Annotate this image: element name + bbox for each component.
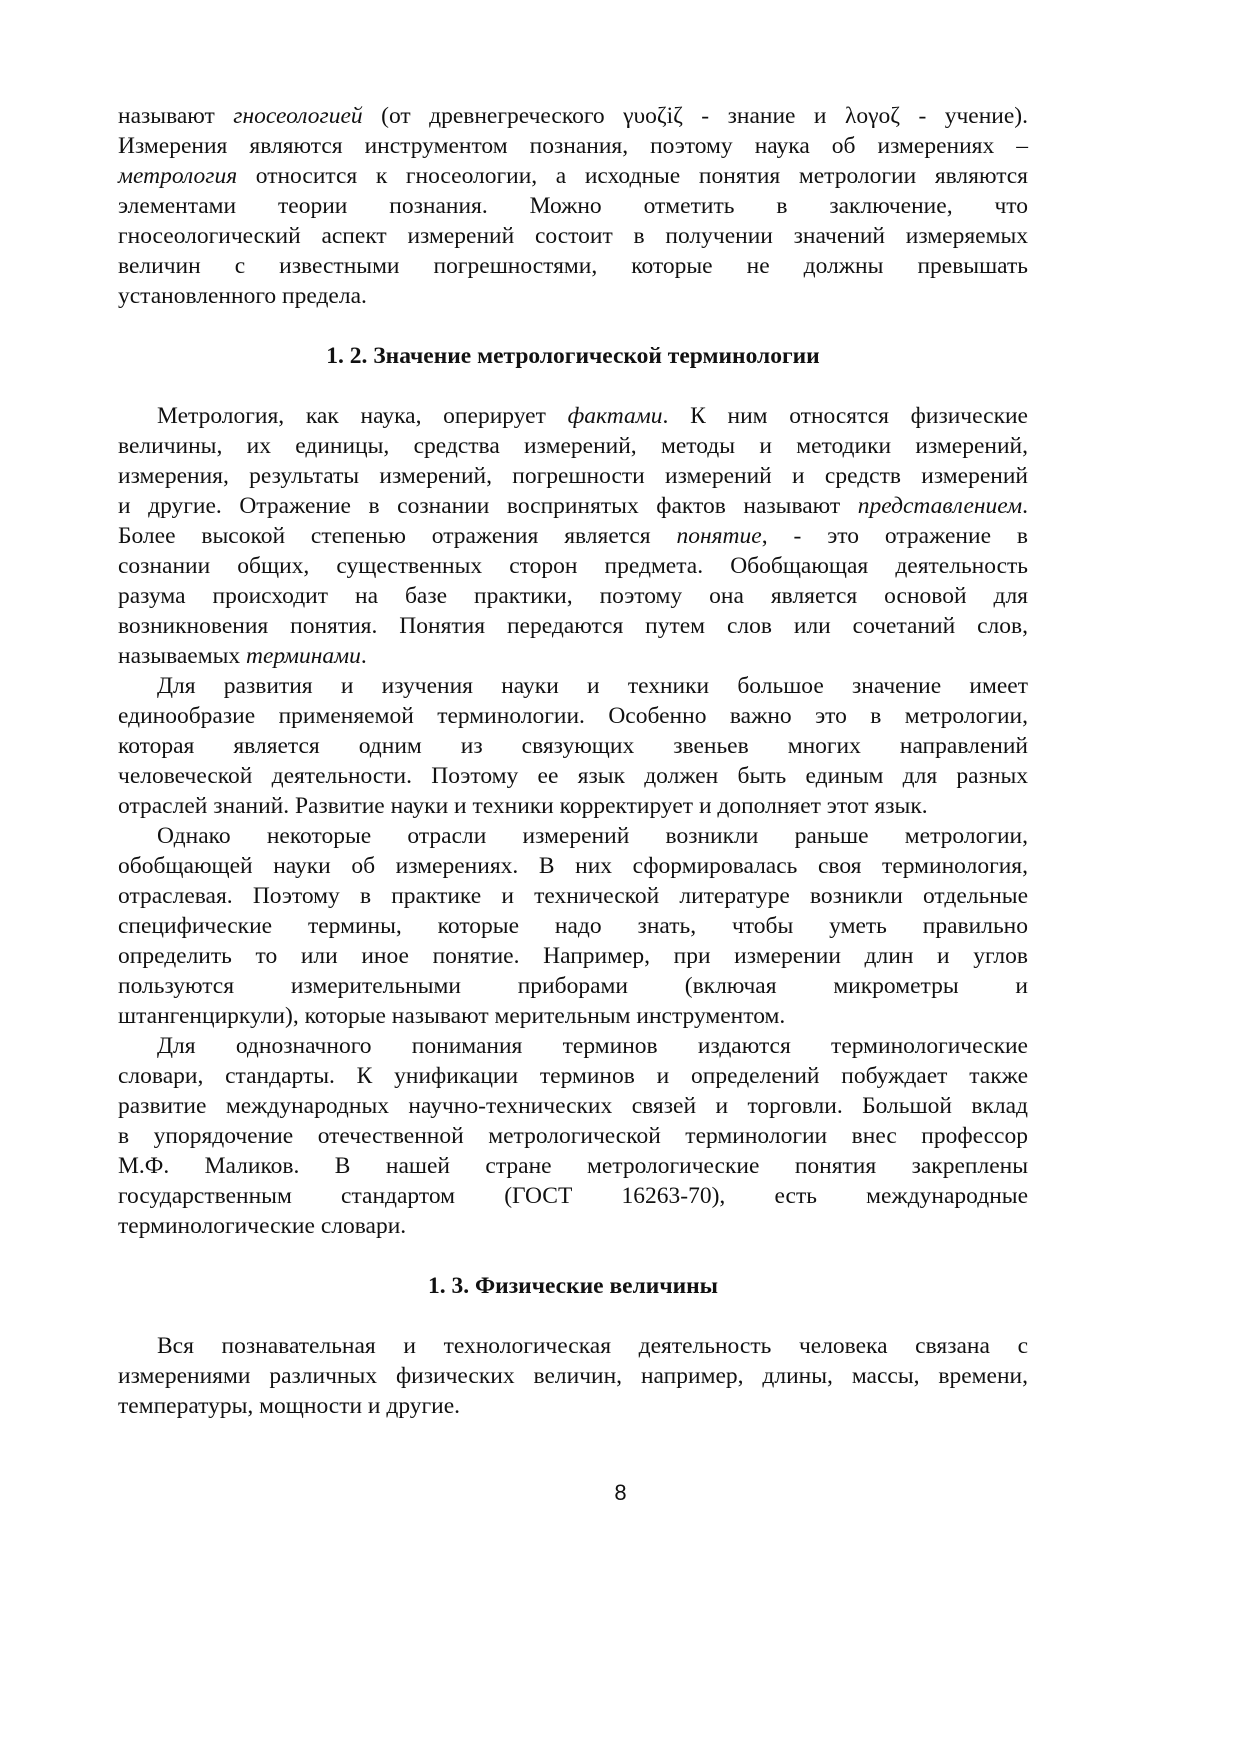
text-segment: 1. 3. Физические величины	[427, 1273, 719, 1299]
text-line	[118, 1211, 1028, 1241]
text-line	[118, 611, 1028, 641]
text-line	[118, 1151, 1028, 1181]
text-line	[118, 521, 1028, 551]
text-segment: Метрология, как наука, оперирует	[157, 403, 568, 429]
text-line	[118, 161, 1028, 191]
text-segment: обобщающей науки об измерениях. В них сформировалась своя терминология,	[118, 853, 1028, 879]
text-segment: разума происходит на базе практики, поэтому она является основой для	[118, 583, 1028, 609]
text-line	[118, 1061, 1028, 1091]
text-segment: пользуются измерительными приборами (включая микрометры и	[118, 973, 1028, 999]
page-number: 8	[614, 1480, 627, 1505]
italic-term: терминами	[246, 643, 361, 669]
text-line	[118, 251, 1028, 281]
text-segment: гносеологический аспект измерений состоит в получении значений измеряемых	[118, 223, 1028, 249]
text-segment: которая является одним из связующих звеньев многих направлений	[118, 733, 1028, 759]
text-line	[118, 1181, 1028, 1211]
text-segment: Более высокой степенью отражения является	[118, 523, 677, 549]
text-line	[118, 911, 1028, 941]
text-line	[118, 1031, 1028, 1061]
text-line	[118, 971, 1028, 1001]
text-segment: .	[360, 643, 367, 669]
text-line	[118, 881, 1028, 911]
italic-term: фактами	[567, 403, 663, 429]
text-line	[118, 281, 1028, 311]
italic-term: метрология	[118, 163, 238, 189]
text-line	[118, 1391, 1028, 1421]
text-line	[118, 1361, 1028, 1391]
italic-term: понятие	[676, 523, 762, 549]
text-line	[118, 191, 1028, 221]
text-segment: величин с известными погрешностями, которые не должны превышать	[118, 253, 1028, 279]
text-segment: сознании общих, существенных сторон предмета. Обобщающая деятельность	[118, 553, 1028, 579]
text-line	[118, 461, 1028, 491]
text-line	[118, 641, 1028, 671]
blank-line	[118, 1301, 1028, 1331]
text-segment: словари, стандарты. К унификации терминов и определений побуждает также	[118, 1063, 1028, 1089]
text-segment: элементами теории познания. Можно отметить в заключение, что	[118, 193, 1028, 219]
text-segment: определить то или иное понятие. Например, при измерении длин и углов	[118, 943, 1028, 969]
text-segment: отраслей знаний. Развитие науки и техники корректирует и дополняет этот язык.	[118, 793, 928, 819]
text-segment: в упорядочение отечественной метрологической терминологии внес профессор	[118, 1123, 1028, 1149]
text-segment: установленного предела.	[118, 283, 367, 309]
text-segment: Для развития и изучения науки и техники большое значение имеет	[157, 673, 1028, 699]
italic-term: представлением	[857, 493, 1023, 519]
text-segment: возникновения понятия. Понятия передаются путем слов или сочетаний слов,	[118, 613, 1028, 639]
text-segment: государственным стандартом (ГОСТ 16263-70), есть международные	[118, 1183, 1028, 1209]
text-segment: Для однозначного понимания терминов издаются терминологические	[157, 1033, 1028, 1059]
text-line	[118, 551, 1028, 581]
text-line	[118, 101, 1028, 131]
text-line	[118, 671, 1028, 701]
text-line	[118, 221, 1028, 251]
text-line	[118, 851, 1028, 881]
text-segment: штангенциркули), которые называют мерительным инструментом.	[118, 1003, 786, 1029]
text-segment: специфические термины, которые надо знать, чтобы уметь правильно	[118, 913, 1028, 939]
section-heading	[118, 341, 1028, 371]
text-line	[118, 1331, 1028, 1361]
text-segment: температуры, мощности и другие.	[118, 1393, 461, 1419]
text-line	[118, 401, 1028, 431]
text-line	[118, 1121, 1028, 1151]
text-segment: М.Ф. Маликов. В нашей стране метрологические понятия закреплены	[118, 1153, 1028, 1179]
text-segment: 1. 2. Значение метрологической терминологии	[326, 343, 820, 369]
text-segment: отраслевая. Поэтому в практике и технической литературе возникли отдельные	[118, 883, 1028, 909]
blank-line	[118, 311, 1028, 341]
text-line	[118, 791, 1028, 821]
blank-line	[118, 371, 1028, 401]
text-segment: . К ним относятся физические	[662, 403, 1028, 429]
text-segment: называют	[118, 103, 234, 129]
text-segment: , - это отражение в	[761, 523, 1028, 549]
text-segment: единообразие применяемой терминологии. Особенно важно это в метрологии,	[118, 703, 1028, 729]
text-segment: терминологические словари.	[118, 1213, 407, 1239]
text-line	[118, 1091, 1028, 1121]
text-line	[118, 581, 1028, 611]
text-segment: измерения, результаты измерений, погрешности измерений и средств измерений	[118, 463, 1028, 489]
text-segment: называемых	[118, 643, 247, 669]
text-segment: и другие. Отражение в сознании воспринятых фактов называют	[118, 493, 858, 519]
blank-line	[118, 1241, 1028, 1271]
text-line	[118, 701, 1028, 731]
text-segment: развитие международных научно-технических связей и торговли. Большой вклад	[118, 1093, 1028, 1119]
document-body	[118, 101, 1028, 1421]
text-line	[118, 1001, 1028, 1031]
text-segment: Однако некоторые отрасли измерений возникли раньше метрологии,	[157, 823, 1028, 849]
text-line	[118, 941, 1028, 971]
text-line	[118, 761, 1028, 791]
text-segment: Вся познавательная и технологическая деятельность человека связана с	[157, 1333, 1028, 1359]
text-line	[118, 731, 1028, 761]
text-segment: величины, их единицы, средства измерений, методы и методики измерений,	[118, 433, 1028, 459]
text-segment: относится к гносеологии, а исходные понятия метрологии являются	[237, 163, 1028, 189]
text-segment: (от древнегреческого γυοζiζ - знание и λογοζ - учение).	[362, 103, 1029, 129]
text-line	[118, 431, 1028, 461]
text-segment: .	[1022, 493, 1028, 519]
text-line	[118, 131, 1028, 161]
text-line	[118, 821, 1028, 851]
italic-term: гносеологией	[233, 103, 363, 129]
text-segment: человеческой деятельности. Поэтому ее язык должен быть единым для разных	[118, 763, 1028, 789]
section-heading	[118, 1271, 1028, 1301]
text-segment: Измерения являются инструментом познания, поэтому наука об измерениях –	[118, 133, 1028, 159]
text-line	[118, 491, 1028, 521]
text-segment: измерениями различных физических величин, например, длины, массы, времени,	[118, 1363, 1028, 1389]
